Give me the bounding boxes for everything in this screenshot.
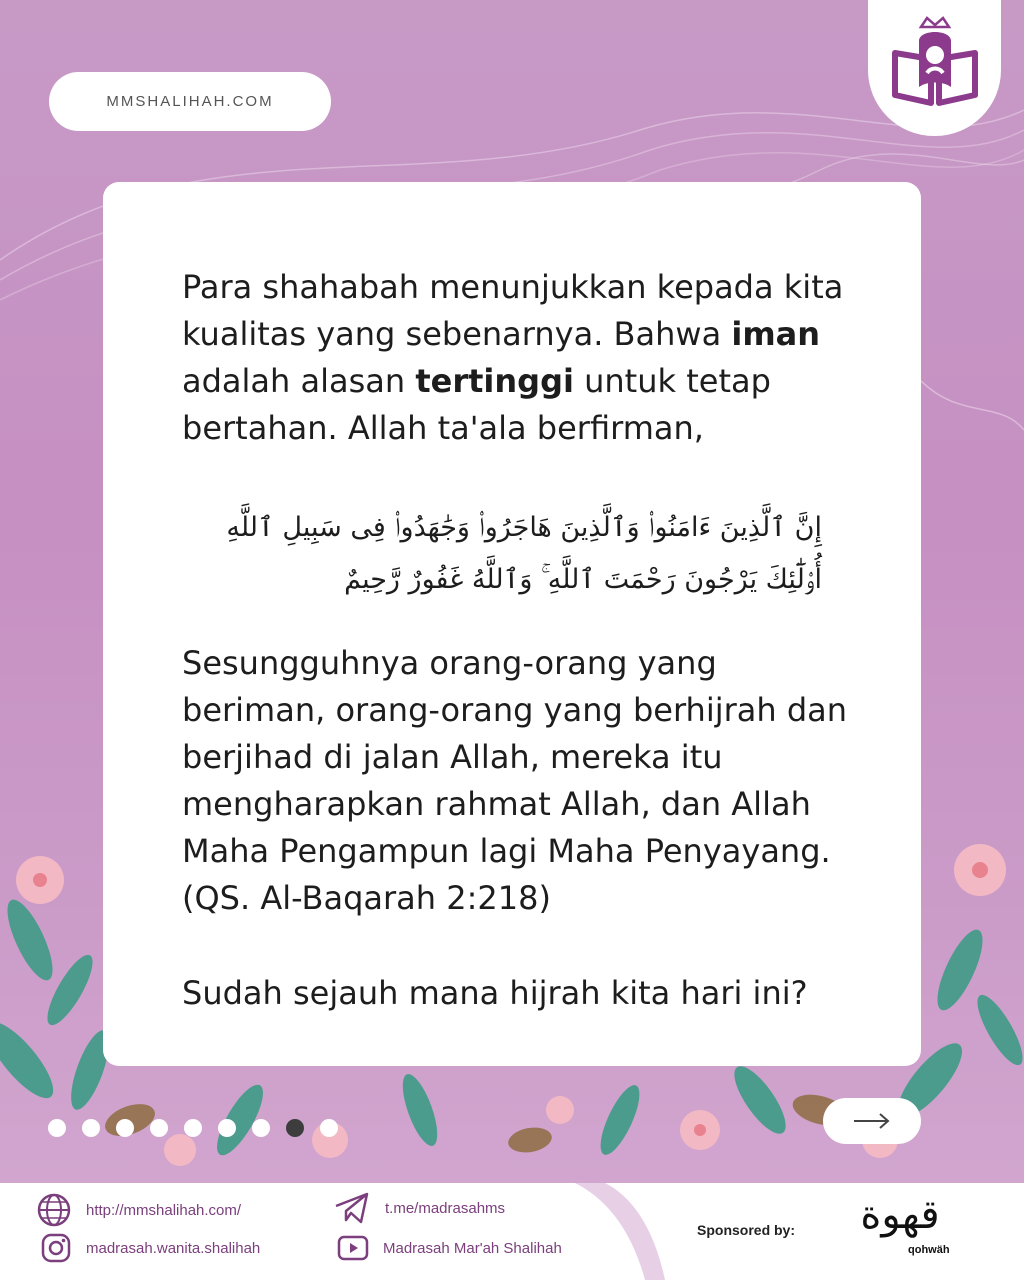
telegram-icon xyxy=(333,1190,371,1226)
instagram-text: madrasah.wanita.shalihah xyxy=(86,1239,261,1257)
sponsor-logo-arabic: قهوة xyxy=(860,1192,940,1238)
intro-paragraph xyxy=(182,264,862,452)
youtube-text: Madrasah Mar'ah Shalihah xyxy=(383,1239,562,1257)
pagination-dot[interactable] xyxy=(82,1119,100,1137)
globe-icon xyxy=(36,1192,72,1228)
intro-text-2: adalah alasan xyxy=(182,362,416,400)
sponsor-logo-latin: qohwäh xyxy=(908,1244,950,1256)
website-link[interactable] xyxy=(36,1192,241,1228)
pagination-dot[interactable] xyxy=(48,1119,66,1137)
intro-text-1: Para shahabah menunjukkan kepada kita kualitas yang sebenarnya. Bahwa xyxy=(182,268,844,353)
youtube-icon xyxy=(337,1234,369,1262)
pagination-dots xyxy=(48,1119,338,1137)
instagram-link[interactable] xyxy=(40,1232,260,1264)
next-button[interactable] xyxy=(823,1098,921,1144)
question-text: Sudah sejauh mana hijrah kita hari ini? xyxy=(182,974,808,1012)
pagination-dot[interactable] xyxy=(252,1119,270,1137)
pagination-dot[interactable] xyxy=(150,1119,168,1137)
site-url-label: MMSHALIHAH.COM xyxy=(106,93,274,110)
sponsor-logo[interactable] xyxy=(830,1192,980,1272)
pagination-dot[interactable] xyxy=(320,1119,338,1137)
site-url-pill[interactable] xyxy=(49,72,331,131)
website-text: http://mmshalihah.com/ xyxy=(86,1201,242,1219)
tertinggi-bold: tertinggi xyxy=(415,362,574,400)
telegram-link[interactable] xyxy=(333,1190,505,1226)
pagination-dot[interactable] xyxy=(116,1119,134,1137)
telegram-text: t.me/madrasahms xyxy=(385,1199,506,1217)
pagination-dot[interactable] xyxy=(184,1119,202,1137)
sponsor-label: Sponsored by: xyxy=(697,1222,796,1238)
arrow-right-icon xyxy=(852,1111,892,1131)
footer-swoosh xyxy=(575,1183,695,1280)
pagination-dot-active[interactable] xyxy=(286,1119,304,1137)
pagination-dot[interactable] xyxy=(218,1119,236,1137)
intro-text-3: untuk tetap bertahan. Allah ta'ala berfirman, xyxy=(182,362,771,447)
brand-logo xyxy=(868,0,1001,136)
translation-paragraph: Sesungguhnya orang-orang yang beriman, orang-orang yang berhijrah dan berjihad di jalan Allah, mereka itu mengharapkan rahmat Allah, dan Allah Maha Pengampun lagi Maha Penyayang. (QS. Al-Baqarah 2:218) xyxy=(182,644,848,917)
instagram-icon xyxy=(40,1232,72,1264)
youtube-link[interactable] xyxy=(337,1234,562,1262)
arabic-verse: إِنَّ ٱلَّذِينَ ءَامَنُوا۟ وَٱلَّذِينَ هَاجَرُوا۟ وَجَٰهَدُوا۟ فِى سَبِيلِ ٱللَّهِ أُو۟لَٰٓئِكَ يَرْجُونَ رَحْمَتَ ٱللَّهِ ۚ وَٱللَّهُ غَفُورٌ رَّحِيمٌ xyxy=(226,512,822,595)
iman-bold: iman xyxy=(731,315,821,353)
book-crown-logo-icon xyxy=(883,13,987,113)
